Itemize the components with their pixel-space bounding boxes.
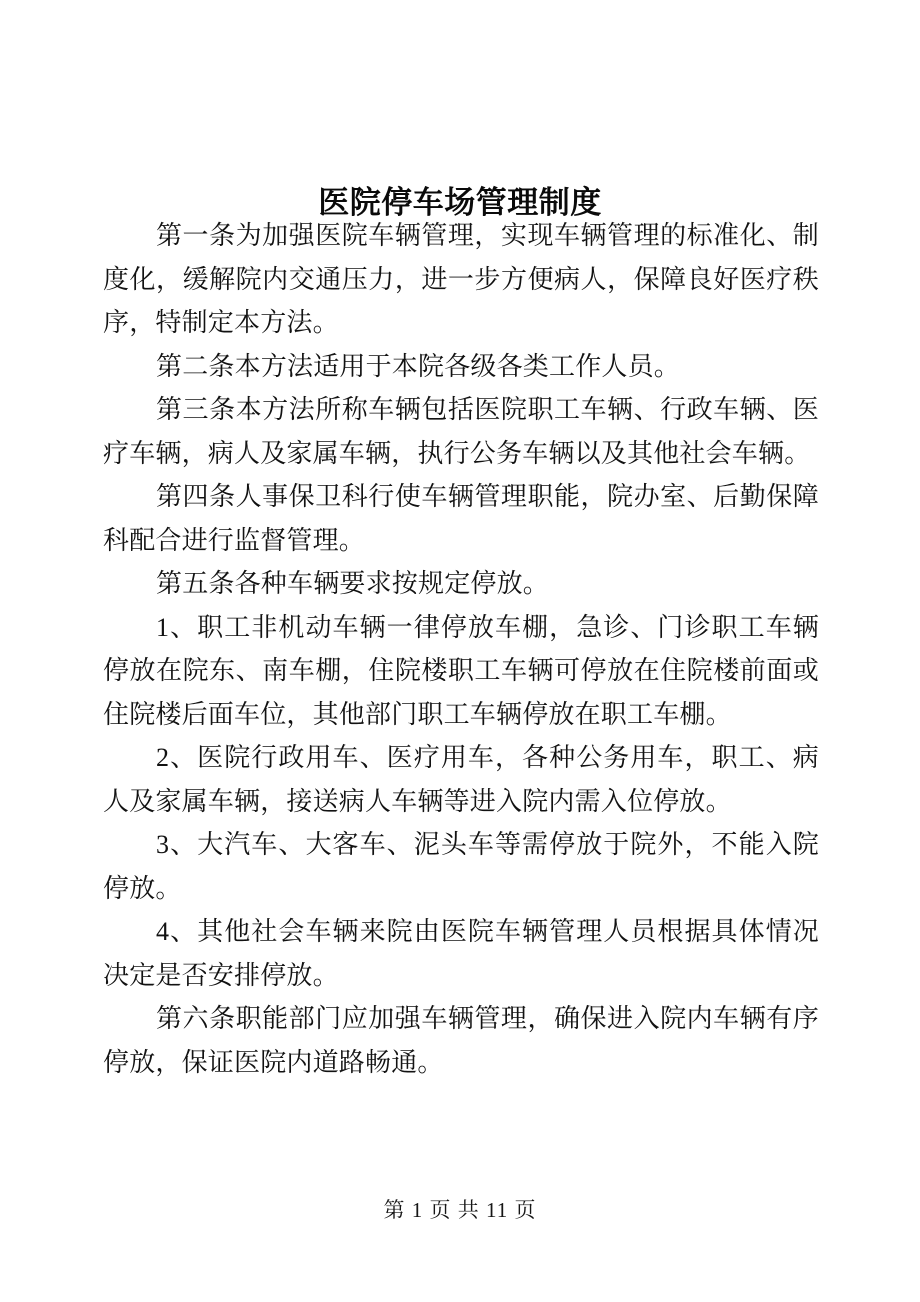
paragraph-article-3: 第三条本方法所称车辆包括医院职工车辆、行政车辆、医疗车辆，病人及家属车辆，执行公务车辆以及其他社会车辆。 <box>103 395 819 468</box>
paragraph-article-6: 第六条职能部门应加强车辆管理，确保进入院内车辆有序停放，保证医院内道路畅通。 <box>103 1004 819 1077</box>
list-item-1: 1、职工非机动车辆一律停放车棚，急诊、门诊职工车辆停放在院东、南车棚，住院楼职工车辆可停放在住院楼前面或住院楼后面车位，其他部门职工车辆停放在职工车棚。 <box>103 612 819 729</box>
list-item-4: 4、其他社会车辆来院由医院车辆管理人员根据具体情况决定是否安排停放。 <box>103 917 819 990</box>
paragraph-article-5: 第五条各种车辆要求按规定停放。 <box>156 569 550 598</box>
list-item-2: 2、医院行政用车、医疗用车，各种公务用车，职工、病人及家属车辆，接送病人车辆等进入院内需入位停放。 <box>103 743 819 816</box>
list-item-3: 3、大汽车、大客车、泥头车等需停放于院外，不能入院停放。 <box>103 830 819 903</box>
page-footer: 第 1 页 共 11 页 <box>383 1198 537 1222</box>
paragraph-article-4: 第四条人事保卫科行使车辆管理职能，院办室、后勤保障科配合进行监督管理。 <box>103 482 819 555</box>
paragraph-article-2: 第二条本方法适用于本院各级各类工作人员。 <box>156 351 681 381</box>
document-body <box>103 214 819 1084</box>
page-title: 医院停车场管理制度 <box>318 184 602 221</box>
paragraph-article-1: 第一条为加强医院车辆管理，实现车辆管理的标准化、制度化，缓解院内交通压力，进一步方便病人，保障良好医疗秩序，特制定本方法。 <box>103 221 819 337</box>
